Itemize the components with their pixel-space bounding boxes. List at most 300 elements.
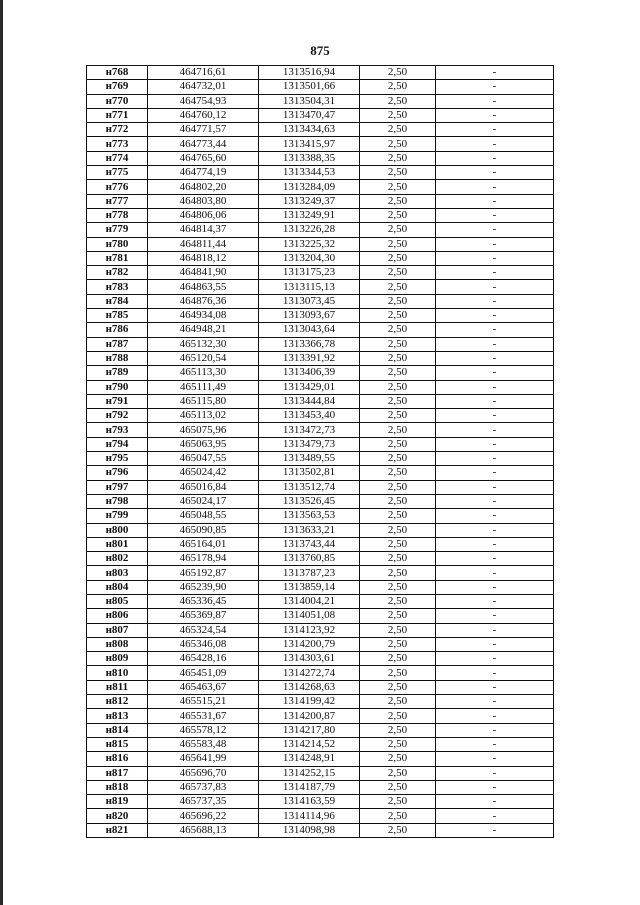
x-coordinate-cell: 465369,87 xyxy=(148,609,259,623)
x-coordinate-cell: 465451,09 xyxy=(148,666,259,680)
x-coordinate-cell: 465164,01 xyxy=(148,537,259,551)
x-coordinate-cell: 465016,84 xyxy=(148,480,259,494)
accuracy-cell: 2,50 xyxy=(360,423,436,437)
accuracy-cell: 2,50 xyxy=(360,709,436,723)
point-id-cell: н821 xyxy=(87,823,148,837)
point-id-cell: н815 xyxy=(87,737,148,751)
point-id-cell: н787 xyxy=(87,337,148,351)
table-row xyxy=(87,552,554,566)
note-cell: - xyxy=(436,709,554,723)
note-cell: - xyxy=(436,309,554,323)
x-coordinate-cell: 464716,61 xyxy=(148,66,259,80)
table-row xyxy=(87,137,554,151)
note-cell: - xyxy=(436,280,554,294)
accuracy-cell: 2,50 xyxy=(360,266,436,280)
table-row xyxy=(87,423,554,437)
y-coordinate-cell: 1314199,42 xyxy=(259,695,360,709)
x-coordinate-cell: 465075,96 xyxy=(148,423,259,437)
point-id-cell: н781 xyxy=(87,251,148,265)
accuracy-cell: 2,50 xyxy=(360,180,436,194)
y-coordinate-cell: 1313284,09 xyxy=(259,180,360,194)
accuracy-cell: 2,50 xyxy=(360,108,436,122)
note-cell: - xyxy=(436,423,554,437)
note-cell: - xyxy=(436,166,554,180)
note-cell: - xyxy=(436,437,554,451)
point-id-cell: н812 xyxy=(87,695,148,709)
note-cell: - xyxy=(436,609,554,623)
accuracy-cell: 2,50 xyxy=(360,466,436,480)
x-coordinate-cell: 464765,60 xyxy=(148,151,259,165)
y-coordinate-cell: 1313043,64 xyxy=(259,323,360,337)
x-coordinate-cell: 465531,67 xyxy=(148,709,259,723)
x-coordinate-cell: 464732,01 xyxy=(148,80,259,94)
accuracy-cell: 2,50 xyxy=(360,780,436,794)
table-row xyxy=(87,366,554,380)
point-id-cell: н772 xyxy=(87,123,148,137)
note-cell: - xyxy=(436,466,554,480)
y-coordinate-cell: 1313249,91 xyxy=(259,208,360,222)
y-coordinate-cell: 1313526,45 xyxy=(259,494,360,508)
y-coordinate-cell: 1314187,79 xyxy=(259,780,360,794)
accuracy-cell: 2,50 xyxy=(360,680,436,694)
accuracy-cell: 2,50 xyxy=(360,323,436,337)
table-row xyxy=(87,337,554,351)
x-coordinate-cell: 464811,44 xyxy=(148,237,259,251)
table-row xyxy=(87,580,554,594)
x-coordinate-cell: 464934,08 xyxy=(148,309,259,323)
point-id-cell: н801 xyxy=(87,537,148,551)
note-cell: - xyxy=(436,580,554,594)
y-coordinate-cell: 1314098,98 xyxy=(259,823,360,837)
accuracy-cell: 2,50 xyxy=(360,766,436,780)
point-id-cell: н809 xyxy=(87,652,148,666)
note-cell: - xyxy=(436,80,554,94)
x-coordinate-cell: 465688,13 xyxy=(148,823,259,837)
note-cell: - xyxy=(436,566,554,580)
y-coordinate-cell: 1314163,59 xyxy=(259,795,360,809)
accuracy-cell: 2,50 xyxy=(360,723,436,737)
x-coordinate-cell: 465324,54 xyxy=(148,623,259,637)
coordinates-table xyxy=(86,65,554,838)
point-id-cell: н769 xyxy=(87,80,148,94)
accuracy-cell: 2,50 xyxy=(360,151,436,165)
note-cell: - xyxy=(436,652,554,666)
y-coordinate-cell: 1313489,55 xyxy=(259,452,360,466)
table-row xyxy=(87,409,554,423)
note-cell: - xyxy=(436,795,554,809)
accuracy-cell: 2,50 xyxy=(360,437,436,451)
note-cell: - xyxy=(436,737,554,751)
table-row xyxy=(87,108,554,122)
note-cell: - xyxy=(436,366,554,380)
accuracy-cell: 2,50 xyxy=(360,94,436,108)
y-coordinate-cell: 1313453,40 xyxy=(259,409,360,423)
y-coordinate-cell: 1313429,01 xyxy=(259,380,360,394)
note-cell: - xyxy=(436,766,554,780)
coordinates-table-body xyxy=(87,66,554,838)
point-id-cell: н779 xyxy=(87,223,148,237)
note-cell: - xyxy=(436,294,554,308)
table-row xyxy=(87,737,554,751)
note-cell: - xyxy=(436,494,554,508)
point-id-cell: н784 xyxy=(87,294,148,308)
note-cell: - xyxy=(436,66,554,80)
note-cell: - xyxy=(436,780,554,794)
y-coordinate-cell: 1313434,63 xyxy=(259,123,360,137)
point-id-cell: н806 xyxy=(87,609,148,623)
note-cell: - xyxy=(436,137,554,151)
point-id-cell: н818 xyxy=(87,780,148,794)
table-row xyxy=(87,123,554,137)
accuracy-cell: 2,50 xyxy=(360,166,436,180)
table-row xyxy=(87,723,554,737)
accuracy-cell: 2,50 xyxy=(360,208,436,222)
accuracy-cell: 2,50 xyxy=(360,566,436,580)
y-coordinate-cell: 1314252,15 xyxy=(259,766,360,780)
point-id-cell: н782 xyxy=(87,266,148,280)
note-cell: - xyxy=(436,94,554,108)
accuracy-cell: 2,50 xyxy=(360,637,436,651)
table-row xyxy=(87,266,554,280)
table-row xyxy=(87,223,554,237)
point-id-cell: н778 xyxy=(87,208,148,222)
accuracy-cell: 2,50 xyxy=(360,194,436,208)
accuracy-cell: 2,50 xyxy=(360,509,436,523)
x-coordinate-cell: 464814,37 xyxy=(148,223,259,237)
x-coordinate-cell: 465463,67 xyxy=(148,680,259,694)
y-coordinate-cell: 1313512,74 xyxy=(259,480,360,494)
table-row xyxy=(87,537,554,551)
x-coordinate-cell: 465090,85 xyxy=(148,523,259,537)
y-coordinate-cell: 1313633,21 xyxy=(259,523,360,537)
y-coordinate-cell: 1313415,97 xyxy=(259,137,360,151)
x-coordinate-cell: 464806,06 xyxy=(148,208,259,222)
accuracy-cell: 2,50 xyxy=(360,580,436,594)
x-coordinate-cell: 465336,45 xyxy=(148,594,259,608)
x-coordinate-cell: 464774,19 xyxy=(148,166,259,180)
x-coordinate-cell: 465696,70 xyxy=(148,766,259,780)
table-row xyxy=(87,666,554,680)
accuracy-cell: 2,50 xyxy=(360,137,436,151)
x-coordinate-cell: 465346,08 xyxy=(148,637,259,651)
accuracy-cell: 2,50 xyxy=(360,523,436,537)
x-coordinate-cell: 464818,12 xyxy=(148,251,259,265)
y-coordinate-cell: 1313504,31 xyxy=(259,94,360,108)
y-coordinate-cell: 1314123,92 xyxy=(259,623,360,637)
note-cell: - xyxy=(436,523,554,537)
x-coordinate-cell: 465113,30 xyxy=(148,366,259,380)
table-row xyxy=(87,823,554,837)
x-coordinate-cell: 465515,21 xyxy=(148,695,259,709)
x-coordinate-cell: 465113,02 xyxy=(148,409,259,423)
y-coordinate-cell: 1314303,61 xyxy=(259,652,360,666)
table-row xyxy=(87,680,554,694)
x-coordinate-cell: 465641,99 xyxy=(148,752,259,766)
page-number: 875 xyxy=(310,43,330,58)
note-cell: - xyxy=(436,537,554,551)
y-coordinate-cell: 1314114,96 xyxy=(259,809,360,823)
y-coordinate-cell: 1314004,21 xyxy=(259,594,360,608)
accuracy-cell: 2,50 xyxy=(360,66,436,80)
note-cell: - xyxy=(436,594,554,608)
x-coordinate-cell: 465115,80 xyxy=(148,394,259,408)
x-coordinate-cell: 465696,22 xyxy=(148,809,259,823)
accuracy-cell: 2,50 xyxy=(360,652,436,666)
x-coordinate-cell: 464876,36 xyxy=(148,294,259,308)
table-row xyxy=(87,194,554,208)
accuracy-cell: 2,50 xyxy=(360,251,436,265)
x-coordinate-cell: 464771,57 xyxy=(148,123,259,137)
y-coordinate-cell: 1313388,35 xyxy=(259,151,360,165)
note-cell: - xyxy=(436,809,554,823)
note-cell: - xyxy=(436,266,554,280)
y-coordinate-cell: 1313366,78 xyxy=(259,337,360,351)
x-coordinate-cell: 465024,17 xyxy=(148,494,259,508)
note-cell: - xyxy=(436,480,554,494)
point-id-cell: н816 xyxy=(87,752,148,766)
accuracy-cell: 2,50 xyxy=(360,452,436,466)
table-row xyxy=(87,452,554,466)
x-coordinate-cell: 464760,12 xyxy=(148,108,259,122)
x-coordinate-cell: 465048,55 xyxy=(148,509,259,523)
table-row xyxy=(87,80,554,94)
accuracy-cell: 2,50 xyxy=(360,752,436,766)
point-id-cell: н783 xyxy=(87,280,148,294)
y-coordinate-cell: 1313563,53 xyxy=(259,509,360,523)
accuracy-cell: 2,50 xyxy=(360,351,436,365)
point-id-cell: н790 xyxy=(87,380,148,394)
accuracy-cell: 2,50 xyxy=(360,623,436,637)
y-coordinate-cell: 1314268,63 xyxy=(259,680,360,694)
point-id-cell: н819 xyxy=(87,795,148,809)
accuracy-cell: 2,50 xyxy=(360,594,436,608)
accuracy-cell: 2,50 xyxy=(360,280,436,294)
point-id-cell: н794 xyxy=(87,437,148,451)
accuracy-cell: 2,50 xyxy=(360,695,436,709)
y-coordinate-cell: 1313859,14 xyxy=(259,580,360,594)
note-cell: - xyxy=(436,723,554,737)
point-id-cell: н785 xyxy=(87,309,148,323)
note-cell: - xyxy=(436,752,554,766)
note-cell: - xyxy=(436,452,554,466)
point-id-cell: н802 xyxy=(87,552,148,566)
x-coordinate-cell: 464863,55 xyxy=(148,280,259,294)
point-id-cell: н791 xyxy=(87,394,148,408)
accuracy-cell: 2,50 xyxy=(360,366,436,380)
x-coordinate-cell: 465024,42 xyxy=(148,466,259,480)
y-coordinate-cell: 1314200,87 xyxy=(259,709,360,723)
y-coordinate-cell: 1313479,73 xyxy=(259,437,360,451)
table-row xyxy=(87,166,554,180)
y-coordinate-cell: 1313502,81 xyxy=(259,466,360,480)
accuracy-cell: 2,50 xyxy=(360,123,436,137)
x-coordinate-cell: 465239,90 xyxy=(148,580,259,594)
x-coordinate-cell: 465737,83 xyxy=(148,780,259,794)
table-row xyxy=(87,309,554,323)
note-cell: - xyxy=(436,823,554,837)
y-coordinate-cell: 1313760,85 xyxy=(259,552,360,566)
note-cell: - xyxy=(436,409,554,423)
accuracy-cell: 2,50 xyxy=(360,294,436,308)
x-coordinate-cell: 465120,54 xyxy=(148,351,259,365)
x-coordinate-cell: 464841,90 xyxy=(148,266,259,280)
accuracy-cell: 2,50 xyxy=(360,337,436,351)
point-id-cell: н770 xyxy=(87,94,148,108)
table-row xyxy=(87,494,554,508)
table-row xyxy=(87,437,554,451)
point-id-cell: н786 xyxy=(87,323,148,337)
note-cell: - xyxy=(436,194,554,208)
y-coordinate-cell: 1313115,13 xyxy=(259,280,360,294)
y-coordinate-cell: 1313444,84 xyxy=(259,394,360,408)
note-cell: - xyxy=(436,108,554,122)
table-row xyxy=(87,180,554,194)
note-cell: - xyxy=(436,680,554,694)
point-id-cell: н807 xyxy=(87,623,148,637)
y-coordinate-cell: 1313470,47 xyxy=(259,108,360,122)
table-row xyxy=(87,637,554,651)
accuracy-cell: 2,50 xyxy=(360,609,436,623)
y-coordinate-cell: 1314272,74 xyxy=(259,666,360,680)
y-coordinate-cell: 1313391,92 xyxy=(259,351,360,365)
point-id-cell: н800 xyxy=(87,523,148,537)
note-cell: - xyxy=(436,509,554,523)
table-row xyxy=(87,151,554,165)
x-coordinate-cell: 465178,94 xyxy=(148,552,259,566)
accuracy-cell: 2,50 xyxy=(360,409,436,423)
accuracy-cell: 2,50 xyxy=(360,537,436,551)
x-coordinate-cell: 465132,30 xyxy=(148,337,259,351)
table-row xyxy=(87,208,554,222)
accuracy-cell: 2,50 xyxy=(360,380,436,394)
y-coordinate-cell: 1313093,67 xyxy=(259,309,360,323)
y-coordinate-cell: 1313344,53 xyxy=(259,166,360,180)
point-id-cell: н797 xyxy=(87,480,148,494)
y-coordinate-cell: 1314217,80 xyxy=(259,723,360,737)
accuracy-cell: 2,50 xyxy=(360,394,436,408)
x-coordinate-cell: 464802,20 xyxy=(148,180,259,194)
note-cell: - xyxy=(436,351,554,365)
point-id-cell: н799 xyxy=(87,509,148,523)
page-left-edge xyxy=(0,0,3,905)
y-coordinate-cell: 1313226,28 xyxy=(259,223,360,237)
table-row xyxy=(87,251,554,265)
point-id-cell: н813 xyxy=(87,709,148,723)
point-id-cell: н804 xyxy=(87,580,148,594)
y-coordinate-cell: 1313204,30 xyxy=(259,251,360,265)
table-row xyxy=(87,695,554,709)
note-cell: - xyxy=(436,394,554,408)
table-row xyxy=(87,752,554,766)
point-id-cell: н817 xyxy=(87,766,148,780)
y-coordinate-cell: 1313073,45 xyxy=(259,294,360,308)
table-row xyxy=(87,237,554,251)
note-cell: - xyxy=(436,237,554,251)
note-cell: - xyxy=(436,151,554,165)
table-row xyxy=(87,380,554,394)
table-row xyxy=(87,766,554,780)
point-id-cell: н796 xyxy=(87,466,148,480)
table-row xyxy=(87,652,554,666)
point-id-cell: н780 xyxy=(87,237,148,251)
note-cell: - xyxy=(436,623,554,637)
point-id-cell: н777 xyxy=(87,194,148,208)
y-coordinate-cell: 1313175,23 xyxy=(259,266,360,280)
point-id-cell: н795 xyxy=(87,452,148,466)
table-row xyxy=(87,351,554,365)
table-row xyxy=(87,609,554,623)
accuracy-cell: 2,50 xyxy=(360,80,436,94)
note-cell: - xyxy=(436,337,554,351)
note-cell: - xyxy=(436,251,554,265)
note-cell: - xyxy=(436,695,554,709)
note-cell: - xyxy=(436,123,554,137)
note-cell: - xyxy=(436,380,554,394)
note-cell: - xyxy=(436,637,554,651)
point-id-cell: н775 xyxy=(87,166,148,180)
accuracy-cell: 2,50 xyxy=(360,823,436,837)
y-coordinate-cell: 1313787,23 xyxy=(259,566,360,580)
x-coordinate-cell: 464754,93 xyxy=(148,94,259,108)
y-coordinate-cell: 1314051,08 xyxy=(259,609,360,623)
note-cell: - xyxy=(436,323,554,337)
table-row xyxy=(87,323,554,337)
table-row xyxy=(87,394,554,408)
point-id-cell: н798 xyxy=(87,494,148,508)
table-row xyxy=(87,94,554,108)
point-id-cell: н789 xyxy=(87,366,148,380)
table-row xyxy=(87,280,554,294)
x-coordinate-cell: 464803,80 xyxy=(148,194,259,208)
x-coordinate-cell: 465047,55 xyxy=(148,452,259,466)
y-coordinate-cell: 1313406,39 xyxy=(259,366,360,380)
accuracy-cell: 2,50 xyxy=(360,237,436,251)
table-row xyxy=(87,466,554,480)
note-cell: - xyxy=(436,223,554,237)
point-id-cell: н776 xyxy=(87,180,148,194)
table-row xyxy=(87,795,554,809)
table-row xyxy=(87,780,554,794)
note-cell: - xyxy=(436,666,554,680)
y-coordinate-cell: 1314214,52 xyxy=(259,737,360,751)
table-row xyxy=(87,623,554,637)
y-coordinate-cell: 1313501,66 xyxy=(259,80,360,94)
x-coordinate-cell: 465192,87 xyxy=(148,566,259,580)
point-id-cell: н771 xyxy=(87,108,148,122)
note-cell: - xyxy=(436,552,554,566)
table-row xyxy=(87,66,554,80)
table-row xyxy=(87,809,554,823)
point-id-cell: н768 xyxy=(87,66,148,80)
accuracy-cell: 2,50 xyxy=(360,795,436,809)
accuracy-cell: 2,50 xyxy=(360,666,436,680)
x-coordinate-cell: 465737,35 xyxy=(148,795,259,809)
y-coordinate-cell: 1313743,44 xyxy=(259,537,360,551)
note-cell: - xyxy=(436,180,554,194)
point-id-cell: н810 xyxy=(87,666,148,680)
y-coordinate-cell: 1313516,94 xyxy=(259,66,360,80)
table-row xyxy=(87,480,554,494)
table-row xyxy=(87,709,554,723)
point-id-cell: н820 xyxy=(87,809,148,823)
point-id-cell: н811 xyxy=(87,680,148,694)
table-row xyxy=(87,523,554,537)
x-coordinate-cell: 464773,44 xyxy=(148,137,259,151)
point-id-cell: н805 xyxy=(87,594,148,608)
point-id-cell: н814 xyxy=(87,723,148,737)
y-coordinate-cell: 1313472,73 xyxy=(259,423,360,437)
accuracy-cell: 2,50 xyxy=(360,809,436,823)
